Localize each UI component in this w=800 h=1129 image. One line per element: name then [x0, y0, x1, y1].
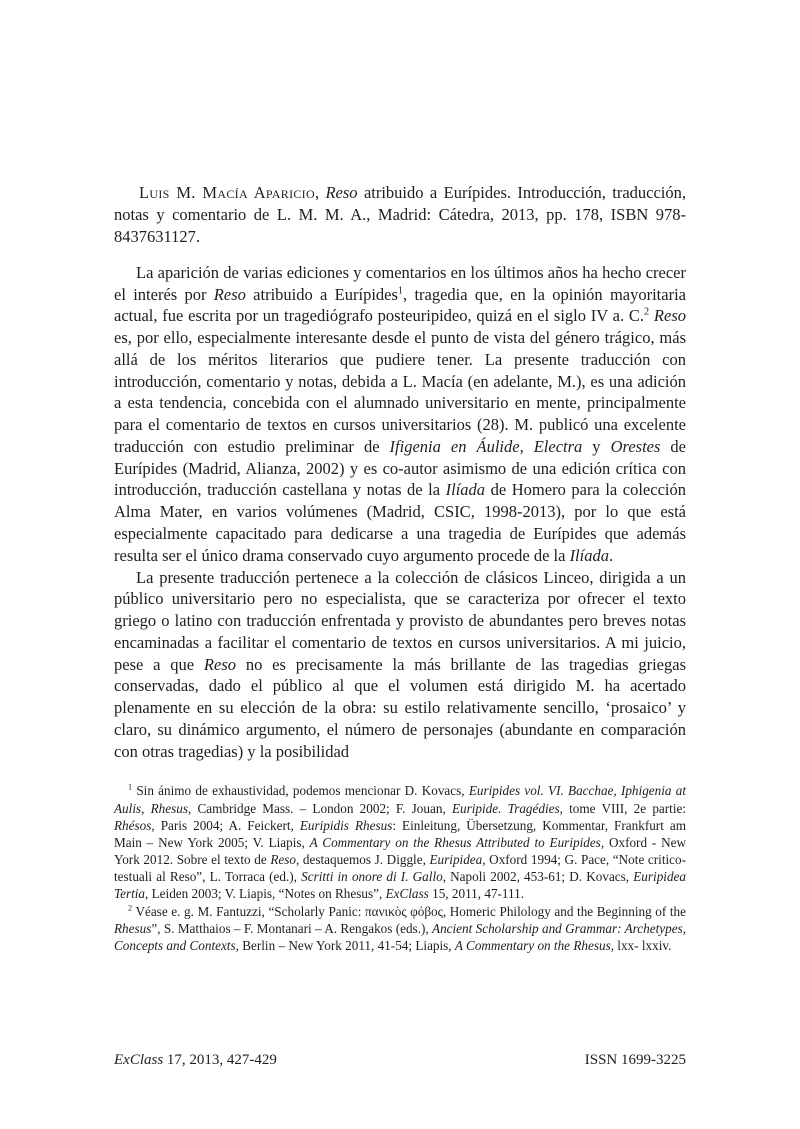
body-paragraph-1: [114, 262, 686, 567]
journal-citation: [114, 1052, 277, 1069]
review-heading: [114, 182, 686, 248]
text-run: Reso: [325, 183, 358, 202]
footnote-marker: 1: [128, 783, 133, 793]
text-run: A Commentary on the Rhesus Attributed to Euripides: [309, 834, 601, 850]
text-run: Euripidis Rhesus: [299, 817, 393, 833]
review-body: [114, 262, 686, 763]
text-run: , Oxford 1994; G. Pace, “Note critico-testuali al Reso”, L. Torraca (ed.),: [114, 852, 686, 885]
text-run: Euripidea: [429, 852, 483, 868]
text-run: , Paris 2004; A. Feickert,: [151, 817, 300, 833]
text-run: no es precisamente la más brillante de las tragedias griegas conservadas, dado el público al que el volumen está dirigido M. ha acertado plenamente en su elección de la obra: su estilo relativamente sencillo, ‘prosaico’ y claro, su dinámico argumento, el número de personajes (abundante en comparación con otras tragedias) y la posibilidad: [114, 654, 686, 761]
text-run: , tome VIII, 2e partie:: [559, 800, 687, 816]
text-run: Ilíada: [569, 545, 609, 565]
text-run: atribuido a Eurípides. Introducción, traducción, notas y comentario de L. M. M. A., Madrid: Cátedra, 2013, pp. 178, ISBN 978-8437631127.: [114, 183, 686, 246]
text-run: Euripide. Tragédies: [451, 800, 560, 816]
text-run: ,: [314, 183, 326, 202]
review-article: [114, 182, 686, 954]
text-run: Euripides vol. VI. Bacchae, Iphigenia at Aulis, Rhesus,: [114, 783, 686, 816]
text-run: Orestes: [610, 436, 661, 456]
text-run: ExClass: [114, 1052, 164, 1068]
page-footer: [114, 1052, 686, 1069]
footnote-marker: 1: [397, 285, 404, 297]
text-run: Véase e. g. M. Fantuzzi, “Scholarly Panic: πανικὸς φόβος, Homeric Philology and the Beginning of the: [132, 903, 686, 919]
text-run: 15, 2011, 47-111.: [428, 886, 525, 902]
text-run: Euripidea Tertia: [114, 869, 686, 902]
footnote-1: [114, 782, 686, 902]
footnote-marker: 2: [128, 903, 133, 913]
text-run: Cambridge Mass. – London 2002; F. Jouan,: [191, 800, 452, 816]
text-run: Ancient Scholarship and Grammar: Archetypes, Concepts and Contexts: [114, 920, 686, 953]
text-run: , Napoli 2002, 453-61; D. Kovacs,: [442, 869, 634, 885]
text-run: Luis M. Macía Aparicio: [139, 183, 315, 202]
text-run: Reso: [203, 654, 236, 674]
text-run: es, por ello, especialmente interesante desde el punto de vista del género trágico, más allá de los méritos literarios que pudiere tener. La presente traducción con introducción, comentario y notas, debida a L. Macía (en adelante, M.), es una adición a esta tendencia, concebida con el alumnado universitario en mente, principalmente para el comentario de textos en cursos universitarios (28). M. publicó una excelente traducción con estudio preliminar de: [114, 328, 686, 456]
body-paragraph-2: [114, 567, 686, 763]
text-run: .: [608, 545, 614, 565]
text-run: , Oxford - New York 2012. Sobre el texto de: [114, 834, 686, 868]
text-run: , tragedia que, en la opinión mayoritaria actual, fue escrita por un tragediógrafo posteuripideo, quizá en el siglo IV a. C.: [114, 284, 686, 326]
text-run: Reso: [653, 306, 686, 326]
text-run: Scritti in onore di I. Gallo: [301, 869, 443, 885]
text-run: ExClass: [385, 886, 429, 902]
footnotes-section: [114, 782, 686, 954]
footnote-2: [114, 903, 686, 954]
text-run: Ifigenia en Áulide, Electra: [389, 436, 583, 456]
text-run: de Homero para la colección Alma Mater, en varios volúmenes (Madrid, CSIC, 1998-2013), por lo que está especialmente capacitado para dedicarse a una tragedia de Eurípides que además resulta ser el único drama conservado cuyo argumento procede de la: [114, 480, 686, 565]
text-run: , Leiden 2003; V. Liapis, “Notes on Rhesus”,: [145, 886, 386, 902]
text-run: , lxx- lxxiv.: [610, 937, 672, 953]
text-run: ”, S. Matthaios – F. Montanari – A. Rengakos (eds.),: [151, 920, 433, 936]
text-run: : Einleitung, Übersetzung, Kommentar, Frankfurt am Main – New York 2005; V. Liapis,: [114, 817, 686, 850]
text-run: Rhésos: [114, 817, 152, 833]
text-run: La aparición de varias ediciones y comentarios en los últimos años ha hecho crecer el interés por: [114, 262, 686, 304]
text-run: La presente traducción pertenece a la colección de clásicos Linceo, dirigida a un público universitario pero no especialista, que se caracteriza por ofrecer el texto griego o latino con traducción enfrentada y provisto de abundantes pero breves notas encaminadas a facilitar el comentario de textos en cursos universitarios. A mi juicio, pese a que: [114, 567, 686, 674]
footnote-marker: 2: [644, 306, 650, 318]
text-run: 17, 2013, 427-429: [163, 1052, 277, 1068]
text-run: atribuido a Eurípides: [245, 284, 398, 304]
text-run: de Eurípides (Madrid, Alianza, 2002) y es co-autor asimismo de una edición crítica con introducción, traducción castellana y notas de la: [114, 436, 687, 500]
text-run: Reso: [213, 284, 246, 304]
text-run: Rhesus: [114, 920, 152, 936]
text-run: y: [582, 436, 611, 456]
text-run: , destaquemos J. Diggle,: [295, 852, 430, 868]
text-run: Ilíada: [445, 480, 486, 500]
text-run: , Berlin – New York 2011, 41-54; Liapis,: [235, 937, 455, 953]
issn-number: ISSN 1699-3225: [584, 1052, 686, 1068]
text-run: A Commentary on the Rhesus: [454, 937, 611, 953]
text-run: Reso: [270, 852, 296, 868]
text-run: Sin ánimo de exhaustividad, podemos mencionar D. Kovacs,: [132, 783, 469, 799]
